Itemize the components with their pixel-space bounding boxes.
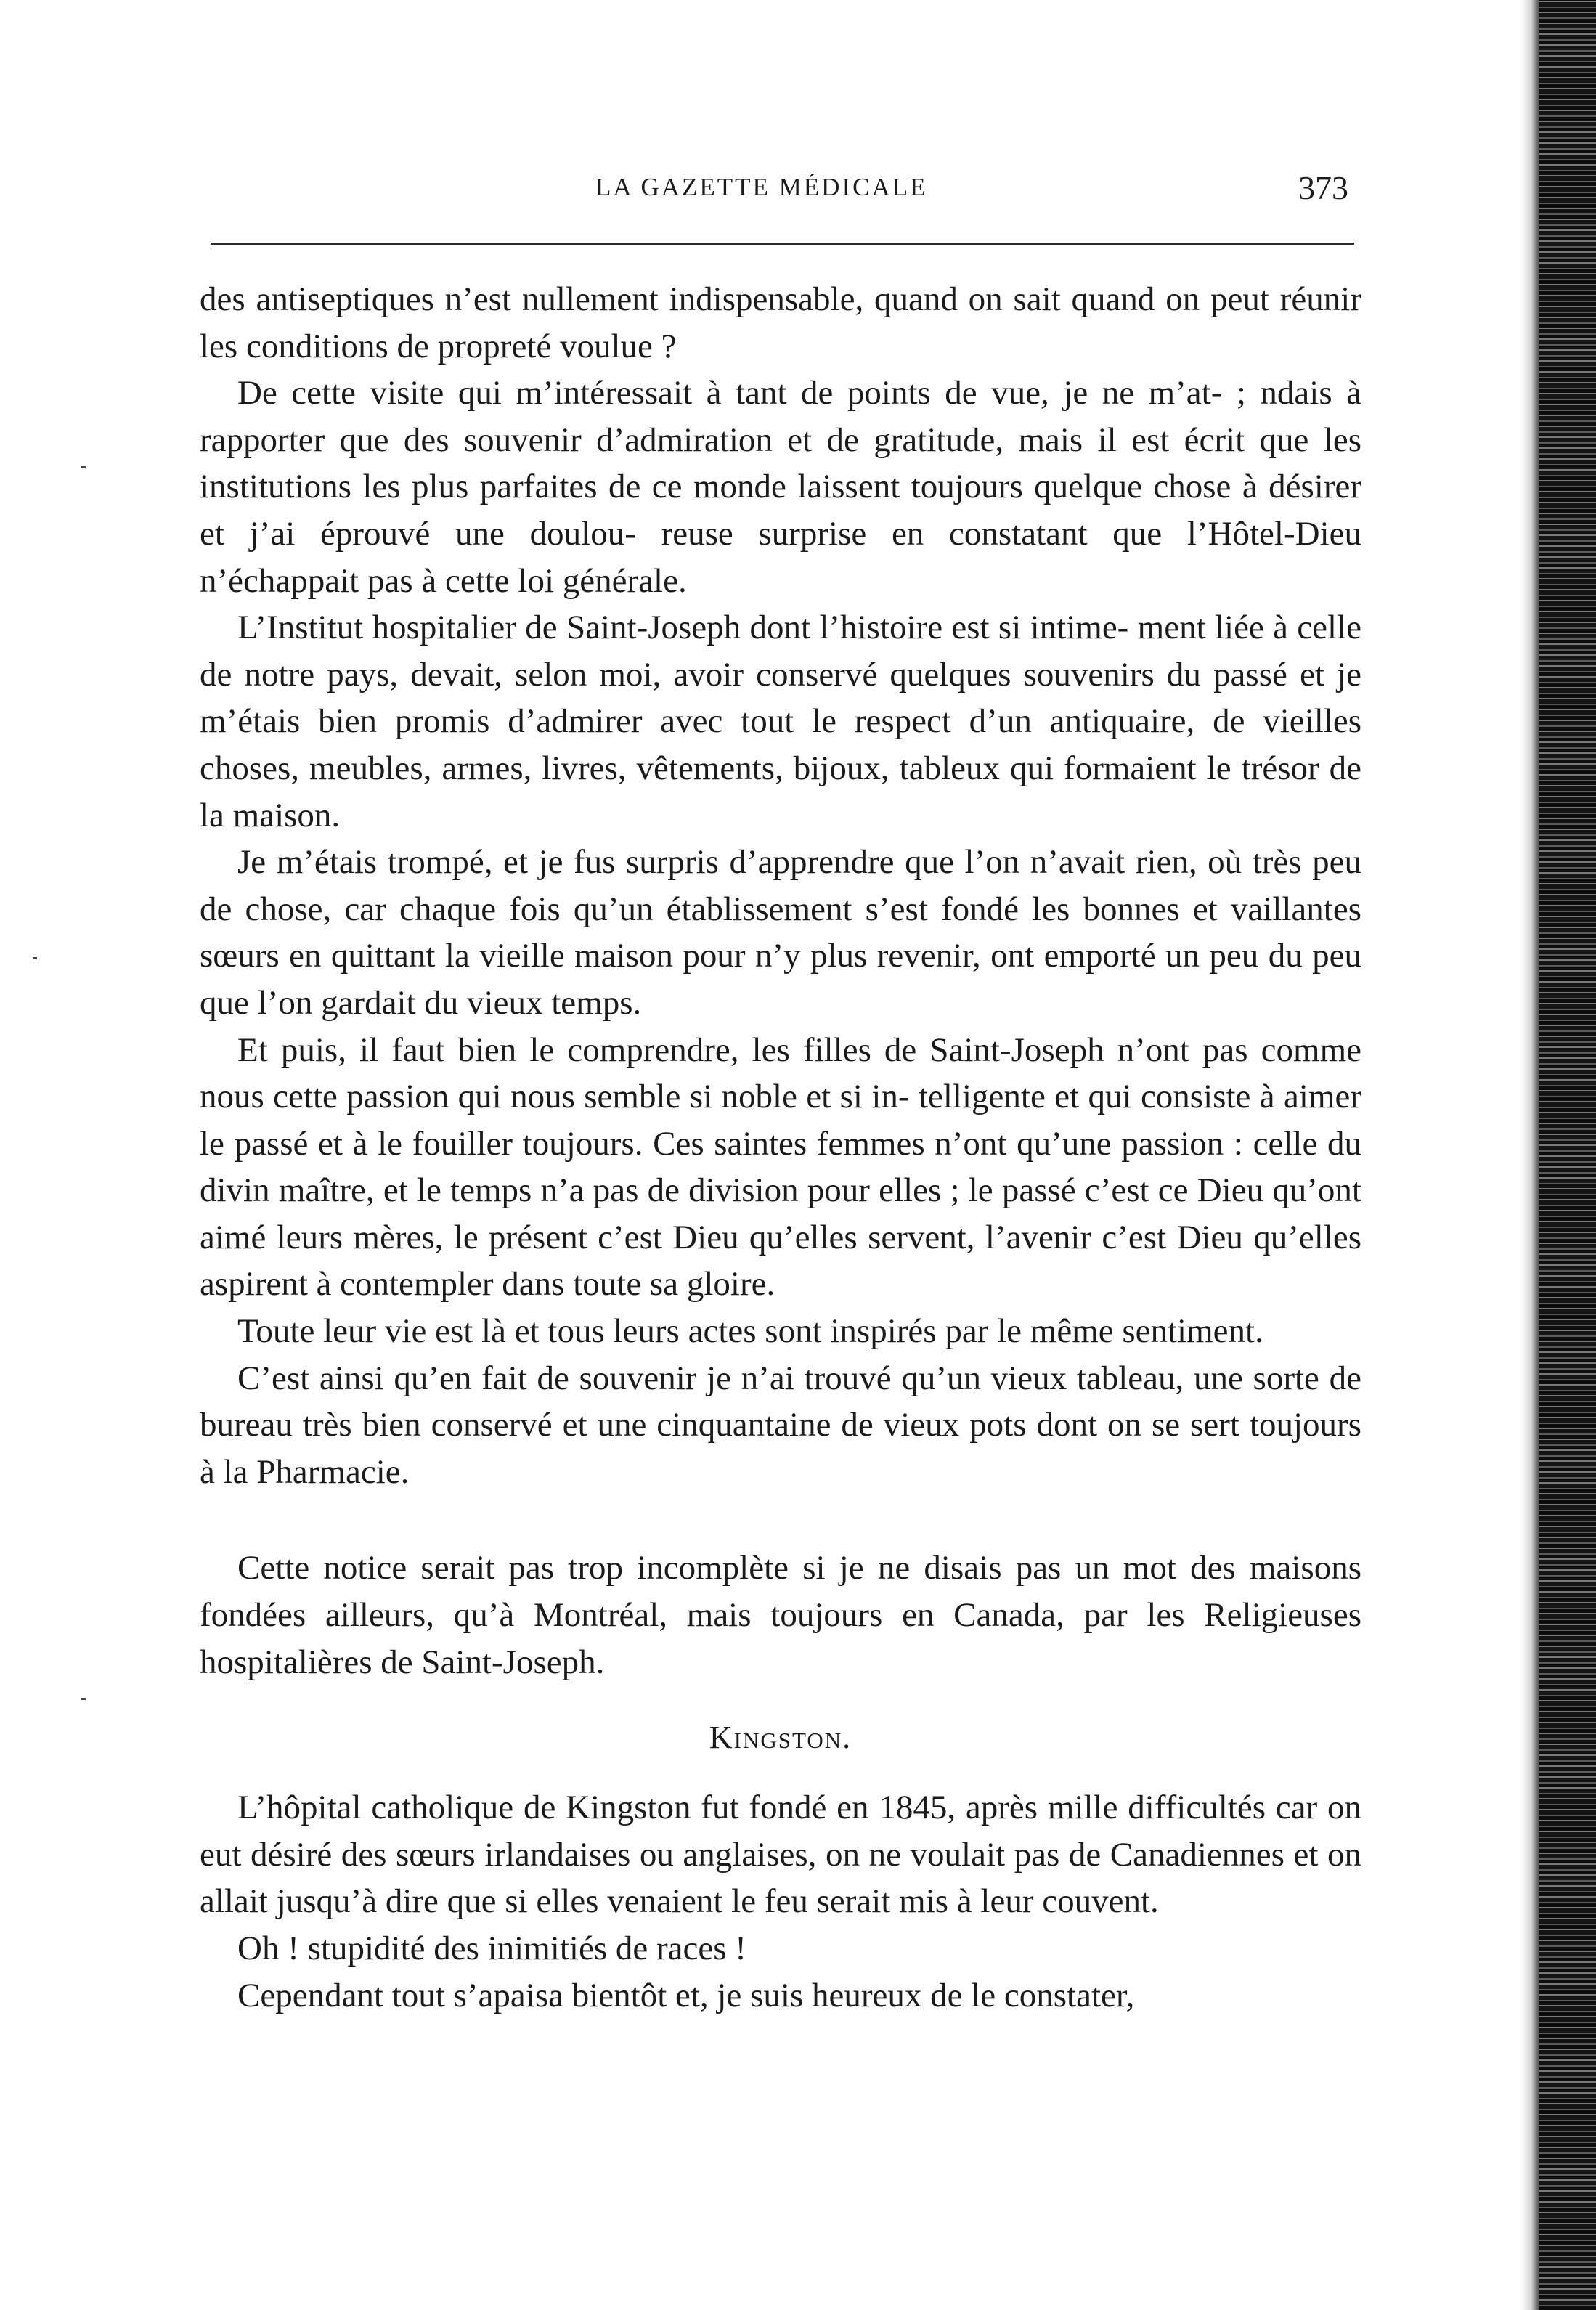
paragraph-6: Toute leur vie est là et tous leurs actes sont inspirés par le même sentiment.	[237, 1312, 1263, 1351]
paragraph-2: De cette visite qui m’intéressait à tant de points de vue, je ne m’at- ; ndais à rapporter que des souvenir d’admiration et de gratitude, mais il est écrit que les institutions les plus parfaites de ce monde laissent toujours quelque chose à désirer et j’ai éprouvé une doulou- reuse surprise en constatant que l’Hôtel-Dieu n’échappait pas à cette loi générale.	[200, 374, 1361, 600]
body-text	[200, 276, 1361, 2019]
scan-speck	[81, 1698, 86, 1700]
scan-speck	[81, 466, 86, 468]
paragraph-1: des antiseptiques n’est nullement indispensable, quand on sait quand on peut réunir les conditions de propreté voulue ?	[200, 280, 1361, 365]
scan-speck	[33, 957, 37, 959]
scan-book-edge	[1539, 0, 1596, 2310]
section-heading-kingston: Kingston.	[709, 1720, 852, 1756]
header-rule	[211, 243, 1354, 245]
paragraph-10: Oh ! stupidité des inimitiés de races !	[237, 1929, 746, 1967]
page-header	[200, 168, 1361, 212]
paragraph-8: Cette notice serait pas trop incomplète si je ne disais pas un mot des maisons fondées ailleurs, qu’à Montréal, mais toujours en Canada, par les Religieuses hospitalières de Saint-Joseph.	[200, 1549, 1361, 1681]
paragraph-4: Je m’étais trompé, et je fus surpris d’apprendre que l’on n’avait rien, où très peu de chose, car chaque fois qu’un établissement s’est fondé les bonnes et vaillantes sœurs en quittant la vieille maison pour n’y plus revenir, ont emporté un peu du peu que l’on gardait du vieux temps.	[200, 843, 1361, 1022]
paragraph-7: C’est ainsi qu’en fait de souvenir je n’ai trouvé qu’un vieux tableau, une sorte de bureau très bien conservé et une cinquantaine de vieux pots dont on se sert toujours à la Pharmacie.	[200, 1359, 1361, 1491]
paragraph-3: L’Institut hospitalier de Saint-Joseph dont l’histoire est si intime- ment liée à celle de notre pays, devait, selon moi, avoir conservé quelques souvenirs du passé et je m’étais bien promis d’admirer avec tout le respect d’un antiquaire, de vieilles choses, meubles, armes, livres, vêtements, bijoux, tableux qui formaient le trésor de la maison.	[200, 609, 1361, 834]
paragraph-11: Cependant tout s’apaisa bientôt et, je suis heureux de le constater,	[237, 1976, 1135, 2014]
scan-gutter-shadow	[1520, 0, 1539, 2310]
running-title-text: LA GAZETTE MÉDICALE	[595, 173, 928, 201]
paragraph-9: L’hôpital catholique de Kingston fut fondé en 1845, après mille difficultés car on eut désiré des sœurs irlandaises ou anglaises, on ne voulait pas de Canadiennes et on allait jusqu’à dire que si elles venaient le feu serait mis à leur couvent.	[200, 1789, 1361, 1921]
paragraph-5: Et puis, il faut bien le comprendre, les filles de Saint-Joseph n’ont pas comme nous cette passion qui nous semble si noble et si in- telligente et qui consiste à aimer le passé et à le fouiller toujours. Ces saintes femmes n’ont qu’une passion : celle du divin maître, et le temps n’a pas de division pour elles ; le passé c’est ce Dieu qu’ont aimé leurs mères, le présent c’est Dieu qu’elles servent, l’avenir c’est Dieu qu’elles aspirent à contempler dans toute sa gloire.	[200, 1030, 1361, 1304]
page-number: 373	[1298, 169, 1348, 206]
running-title	[595, 173, 927, 202]
